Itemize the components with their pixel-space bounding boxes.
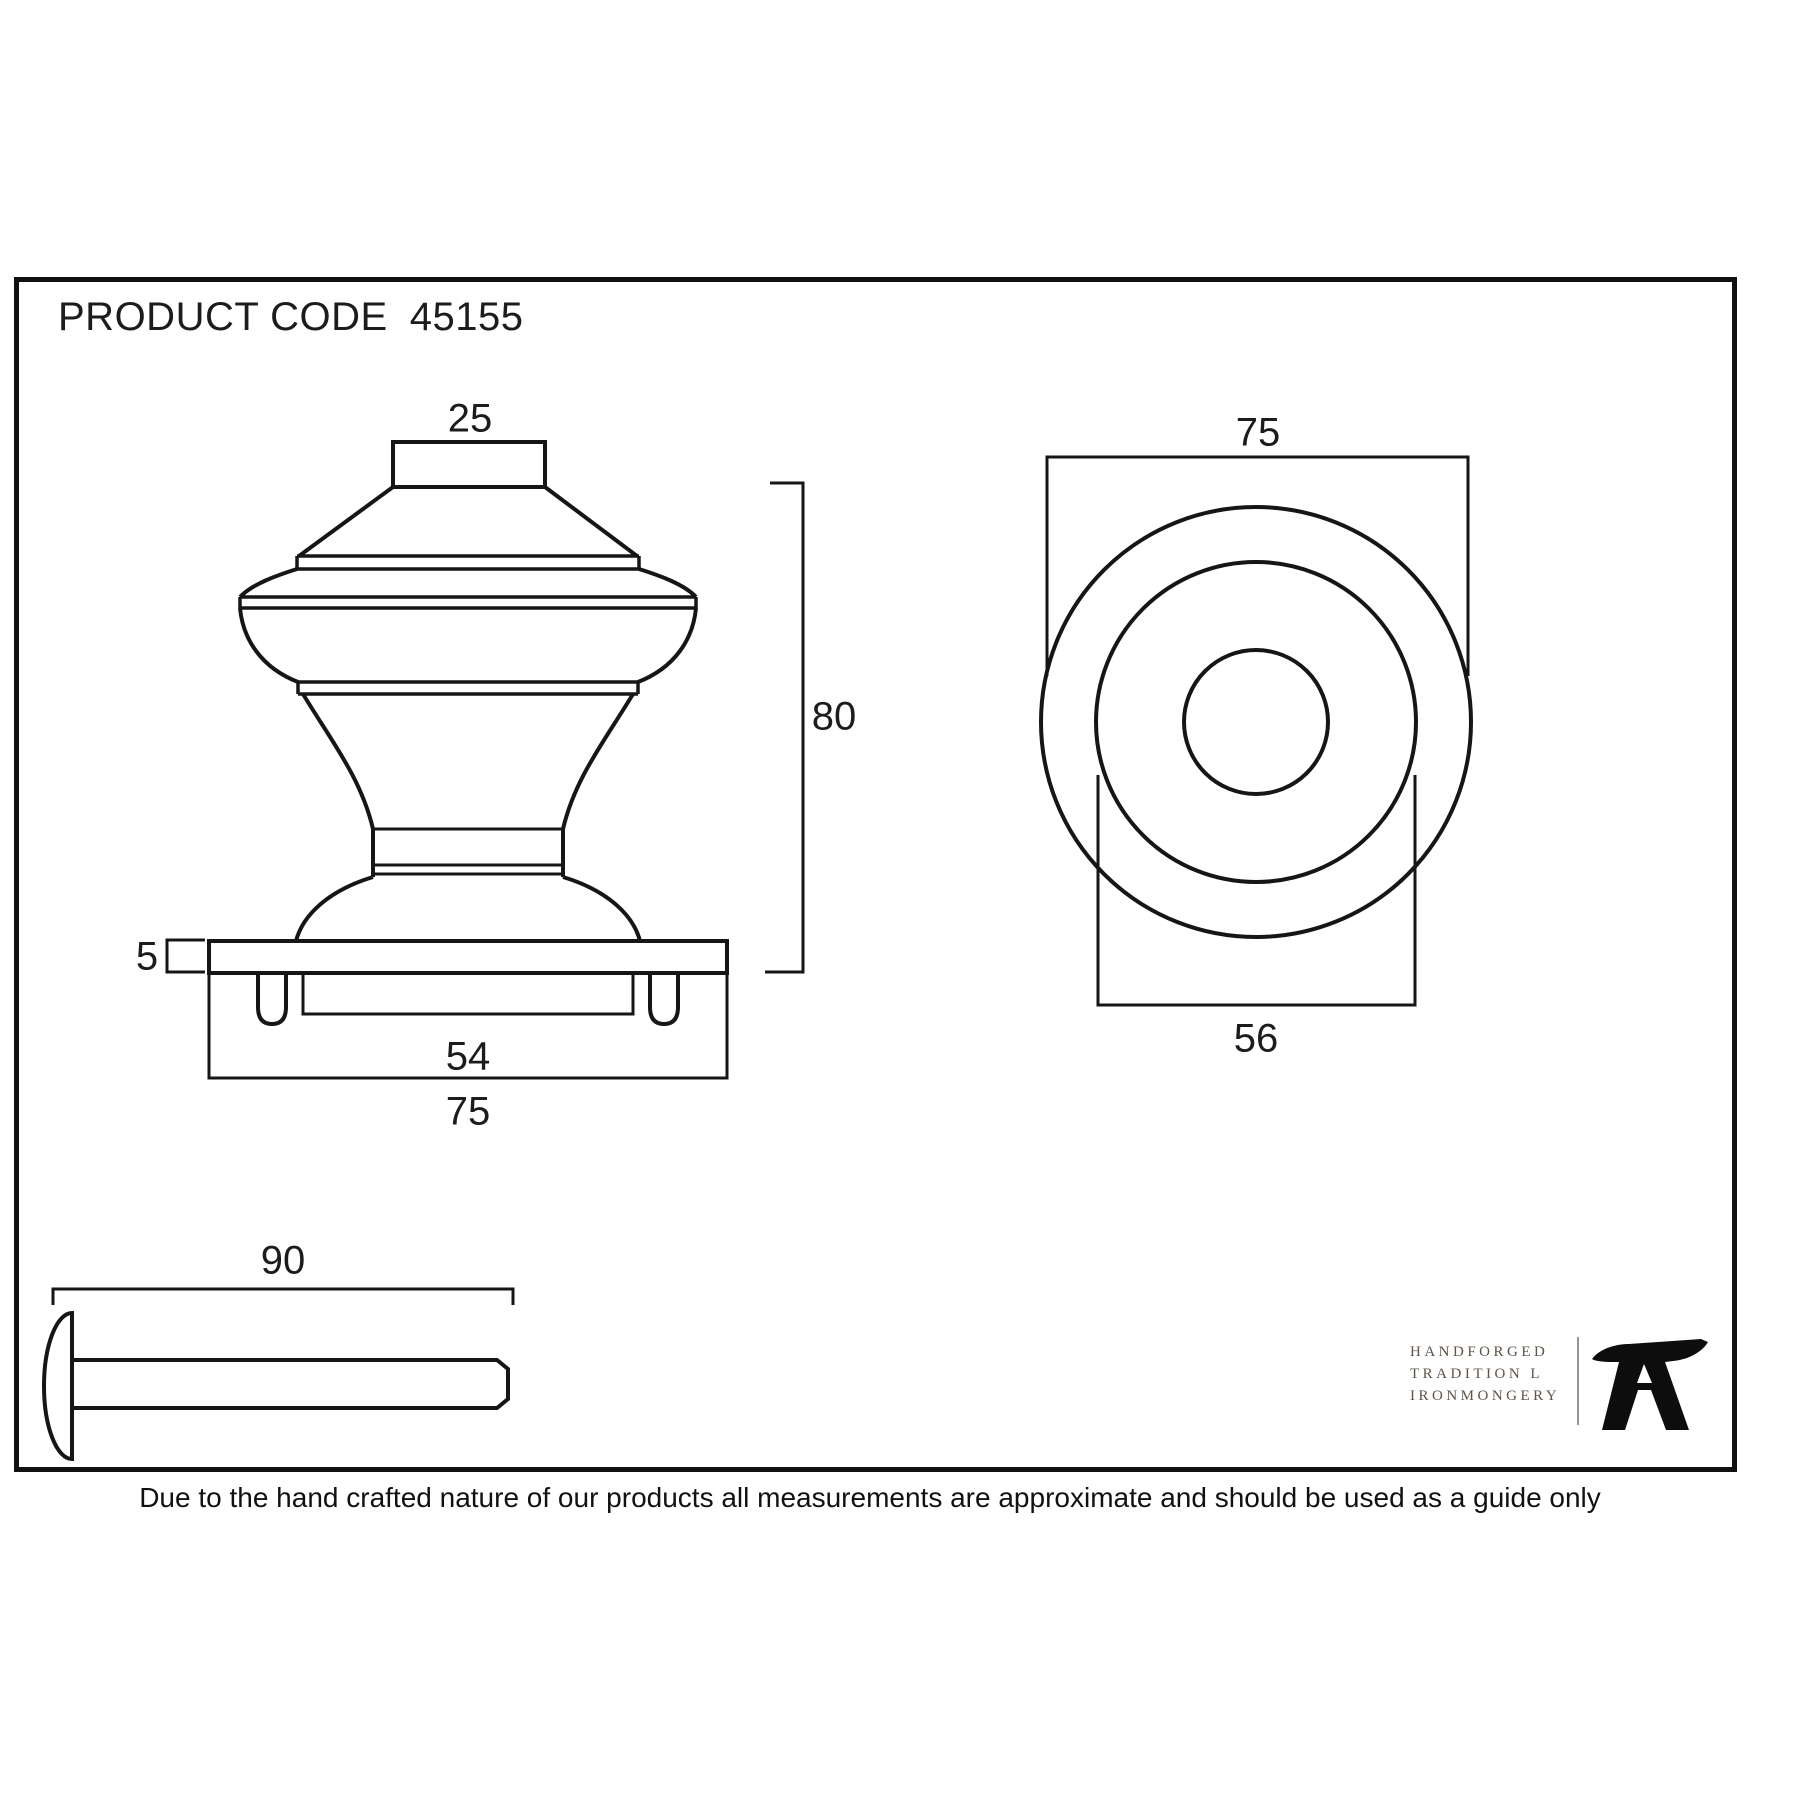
product-code-value: 45155 <box>409 295 524 339</box>
logo-line-1: HANDFORGED <box>1410 1344 1549 1360</box>
anvil-icon <box>1589 1337 1713 1437</box>
screw-lug-right <box>650 973 678 1024</box>
dim-label-thickness-5: 5 <box>135 934 159 979</box>
spindle-head <box>44 1313 72 1459</box>
logo-line-3: IRONMONGERY <box>1410 1388 1561 1404</box>
logo-divider <box>1577 1337 1579 1425</box>
rose-middle-circle <box>1096 562 1416 882</box>
dim-label-cap-25: 25 <box>447 396 493 441</box>
spindle-rod <box>72 1360 508 1408</box>
rose-front-view <box>1041 507 1471 937</box>
rose-outer-circle <box>1041 507 1471 937</box>
dim-label-height-80: 80 <box>811 694 857 739</box>
knob-backplate <box>209 941 727 973</box>
dim-label-inner-54: 54 <box>445 1034 491 1079</box>
dim-label-rose-56: 56 <box>1233 1016 1279 1061</box>
dim-bracket-80 <box>765 483 803 972</box>
screw-lug-left <box>258 973 286 1024</box>
front-view-dimension-lines <box>1047 457 1468 1005</box>
spindle-view <box>44 1289 513 1459</box>
disclaimer-text: Due to the hand crafted nature of our products all measurements are approximate and should be used as a guide only <box>139 1482 1601 1513</box>
logo-line-2: TRADITION L <box>1410 1366 1544 1382</box>
product-code-label: PRODUCT CODE <box>58 295 388 339</box>
knob-cap <box>393 442 545 487</box>
dim-label-plate-75: 75 <box>445 1089 491 1134</box>
rose-inner-circle <box>1184 650 1328 794</box>
dim-bracket-54 <box>303 974 633 1014</box>
dim-label-spindle-90: 90 <box>260 1238 306 1283</box>
dim-label-rose-75: 75 <box>1235 410 1281 455</box>
dim-bracket-5 <box>167 940 205 972</box>
brand-logo-text <box>1410 1341 1560 1407</box>
side-view-dimension-lines <box>167 483 803 1078</box>
dim-bracket-56 <box>1098 775 1415 1005</box>
knob-side-view <box>209 442 727 1024</box>
dim-bracket-90 <box>53 1289 513 1305</box>
